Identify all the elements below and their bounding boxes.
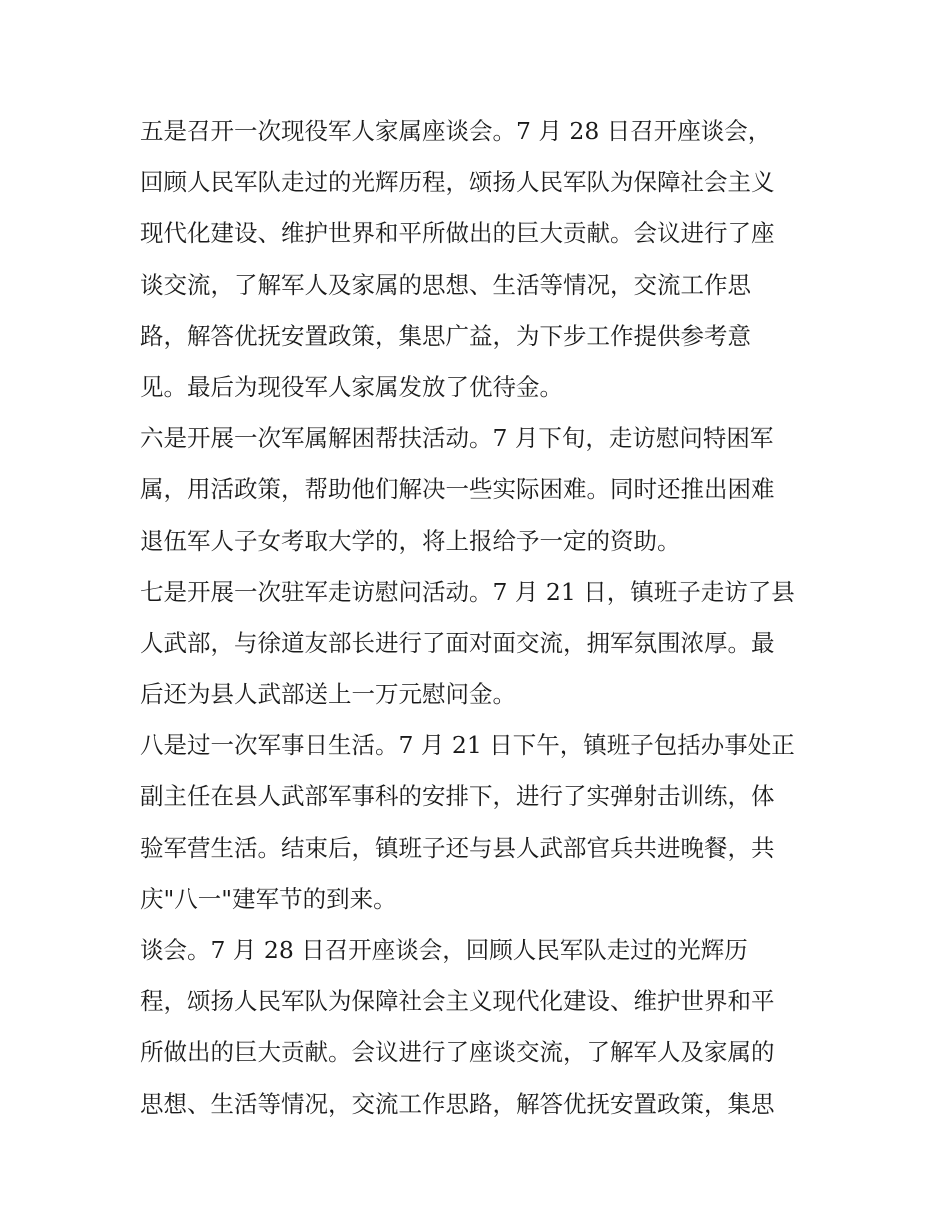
- text-line: 回顾人民军队走过的光辉历程，颂扬人民军队为保障社会主义: [140, 168, 775, 197]
- text-line: 谈会。7 月 28 日召开座谈会，回顾人民军队走过的光辉历: [140, 936, 748, 964]
- text-line: 八是过一次军事日生活。7 月 21 日下午，镇班子包括办事处正: [140, 731, 795, 760]
- text-line: 程，颂扬人民军队为保障社会主义现代化建设、维护世界和平: [140, 987, 775, 1016]
- text-line: 六是开展一次军属解困帮扶活动。7 月下旬，走访慰问特困军: [140, 424, 774, 453]
- body-text: [140, 106, 820, 1130]
- text-line: 所做出的巨大贡献。会议进行了座谈交流，了解军人及家属的: [140, 1038, 775, 1067]
- text-line: 后还为县人武部送上一万元慰问金。: [140, 680, 516, 709]
- text-line: 退伍军人子女考取大学的，将上报给予一定的资助。: [140, 526, 681, 555]
- text-line: 五是召开一次现役军人家属座谈会。7 月 28 日召开座谈会，: [140, 117, 772, 145]
- text-line: 路，解答优抚安置政策，集思广益，为下步工作提供参考意: [140, 321, 751, 350]
- text-line: 思想、生活等情况，交流工作思路，解答优抚安置政策，集思: [140, 1089, 775, 1118]
- text-line: 现代化建设、维护世界和平所做出的巨大贡献。会议进行了座: [140, 219, 775, 248]
- text-line: 见。最后为现役军人家属发放了优待金。: [140, 372, 563, 401]
- text-line: 验军营生活。结束后，镇班子还与县人武部官兵共进晚餐，共: [140, 833, 775, 862]
- text-line: 七是开展一次驻军走访慰问活动。7 月 21 日，镇班子走访了县: [140, 577, 795, 606]
- text-line: 人武部，与徐道友部长进行了面对面交流，拥军氛围浓厚。最: [140, 628, 775, 657]
- text-line: 谈交流，了解军人及家属的思想、生活等情况，交流工作思: [140, 270, 751, 299]
- text-line: 副主任在县人武部军事科的安排下，进行了实弹射击训练，体: [140, 782, 775, 811]
- text-line: 庆"八一"建军节的到来。: [140, 884, 397, 913]
- text-line: 属，用活政策，帮助他们解决一些实际困难。同时还推出困难: [140, 475, 775, 504]
